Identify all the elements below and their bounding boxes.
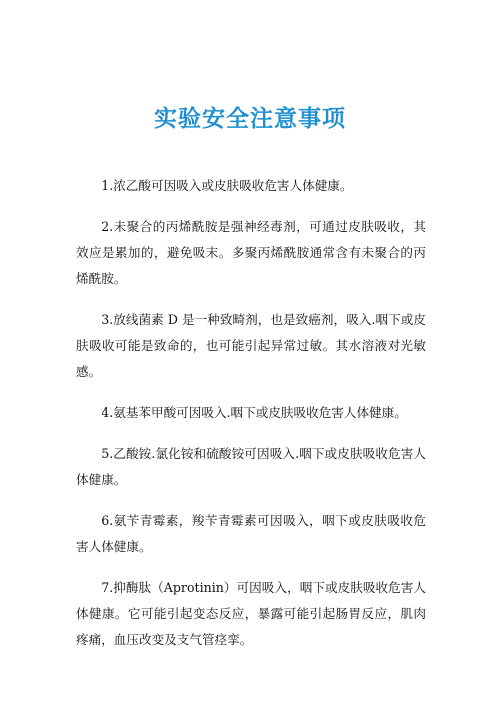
paragraph-1: 1.浓乙酸可因吸入或皮肤吸收危害人体健康。 bbox=[101, 178, 353, 193]
paragraph-4: 4.氨基苯甲酸可因吸入.咽下或皮肤吸收危害人体健康。 bbox=[101, 405, 407, 420]
paragraph-2: 2.未聚合的丙烯酰胺是强神经毒剂，可通过皮肤吸收，其效应是累加的，避免吸末。多聚丙烯酰胺通常含有未聚合的丙烯酰胺。 bbox=[76, 219, 426, 286]
document-body bbox=[76, 173, 426, 668]
document-title: 实验安全注意事项 bbox=[154, 106, 346, 132]
paragraph-7: 7.抑酶肽（Aprotinin）可因吸入，咽下或皮肤吸收危害人体健康。它可能引起变态反应，暴露可能引起肠胃反应，肌肉疼痛，血压改变及支气管痉挛。 bbox=[76, 580, 426, 647]
paragraph-6: 6.氨苄青霉素，羧苄青霉素可因吸入，咽下或皮肤吸收危害人体健康。 bbox=[76, 513, 426, 554]
paragraph-3: 3.放线菌素 D 是一种致畸剂，也是致癌剂，吸入.咽下或皮肤吸收可能是致命的，也可能引起异常过敏。其水溶液对光敏感。 bbox=[76, 312, 426, 379]
paragraph-5: 5.乙酸铵.氯化铵和硫酸铵可因吸入.咽下或皮肤吸收危害人体健康。 bbox=[76, 446, 426, 487]
